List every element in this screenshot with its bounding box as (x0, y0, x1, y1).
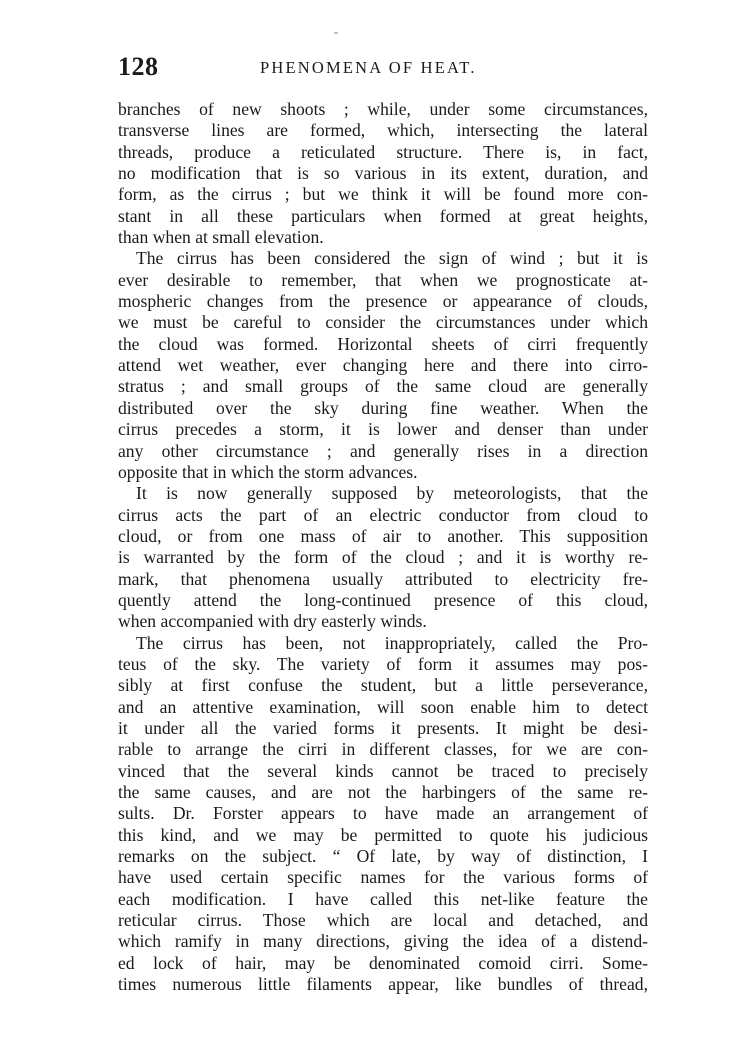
text-line: it under all the varied forms it presents. It might be desi- (118, 717, 648, 738)
text-line: transverse lines are formed, which, intersecting the lateral (118, 120, 648, 141)
text-line: ever desirable to remember, that when we prognosticate at- (118, 269, 648, 290)
text-line: is warranted by the form of the cloud ; and it is worthy re- (118, 547, 648, 568)
text-line: vinced that the several kinds cannot be traced to precisely (118, 760, 648, 781)
text-line: have used certain specific names for the various forms of (118, 867, 648, 888)
text-line: than when at small elevation. (118, 227, 324, 248)
text-line: sibly at first confuse the student, but a little perseverance, (118, 675, 648, 696)
text-line: threads, produce a reticulated structure. There is, in fact, (118, 141, 648, 162)
text-line: cloud, or from one mass of air to another. This supposition (118, 525, 648, 546)
text-line: this kind, and we may be permitted to quote his judicious (118, 824, 648, 845)
text-line: we must be careful to consider the circumstances under which (118, 312, 648, 333)
text-line: The cirrus has been, not inappropriately, called the Pro- (136, 632, 648, 653)
text-line: when accompanied with dry easterly winds. (118, 611, 427, 632)
text-line: ed lock of hair, may be denominated comoid cirri. Some- (118, 952, 648, 973)
text-line: stratus ; and small groups of the same cloud are generally (118, 376, 648, 397)
text-line: and an attentive examination, will soon enable him to detect (118, 696, 648, 717)
running-head: PHENOMENA OF HEAT. (260, 58, 477, 77)
text-line: times numerous little filaments appear, like bundles of thread, (118, 974, 648, 995)
text-line: The cirrus has been considered the sign of wind ; but it is (136, 248, 648, 269)
text-line: opposite that in which the storm advances. (118, 461, 418, 482)
text-line: stant in all these particulars when formed at great heights, (118, 205, 648, 226)
text-line: reticular cirrus. Those which are local and detached, and (118, 910, 648, 931)
page-header (118, 52, 648, 84)
text-line: each modification. I have called this net-like feature the (118, 888, 648, 909)
text-line: quently attend the long-continued presence of this cloud, (118, 589, 648, 610)
text-line: It is now generally supposed by meteorologists, that the (136, 483, 648, 504)
body-text (118, 99, 648, 995)
ink-speck (334, 32, 338, 34)
text-line: no modification that is so various in its extent, duration, and (118, 163, 648, 184)
text-line: mark, that phenomena usually attributed to electricity fre- (118, 568, 648, 589)
text-line: cirrus acts the part of an electric conductor from cloud to (118, 504, 648, 525)
text-line: remarks on the subject. “ Of late, by way of distinction, I (118, 846, 648, 867)
text-line: attend wet weather, ever changing here and there into cirro- (118, 355, 648, 376)
text-line: sults. Dr. Forster appears to have made an arrangement of (118, 803, 648, 824)
text-line: teus of the sky. The variety of form it assumes may pos- (118, 653, 648, 674)
text-line: branches of new shoots ; while, under some circumstances, (118, 99, 648, 119)
text-line: the cloud was formed. Horizontal sheets of cirri frequently (118, 333, 648, 354)
text-line: form, as the cirrus ; but we think it will be found more con- (118, 184, 648, 205)
page-number: 128 (118, 52, 159, 81)
text-line: the same causes, and are not the harbingers of the same re- (118, 782, 648, 802)
text-line: distributed over the sky during fine weather. When the (118, 397, 648, 418)
text-line: rable to arrange the cirri in different classes, for we are con- (118, 739, 648, 760)
text-line: cirrus precedes a storm, it is lower and denser than under (118, 419, 648, 440)
text-line: which ramify in many directions, giving the idea of a distend- (118, 931, 648, 952)
text-line: mospheric changes from the presence or appearance of clouds, (118, 291, 648, 312)
text-line: any other circumstance ; and generally rises in a direction (118, 440, 648, 461)
